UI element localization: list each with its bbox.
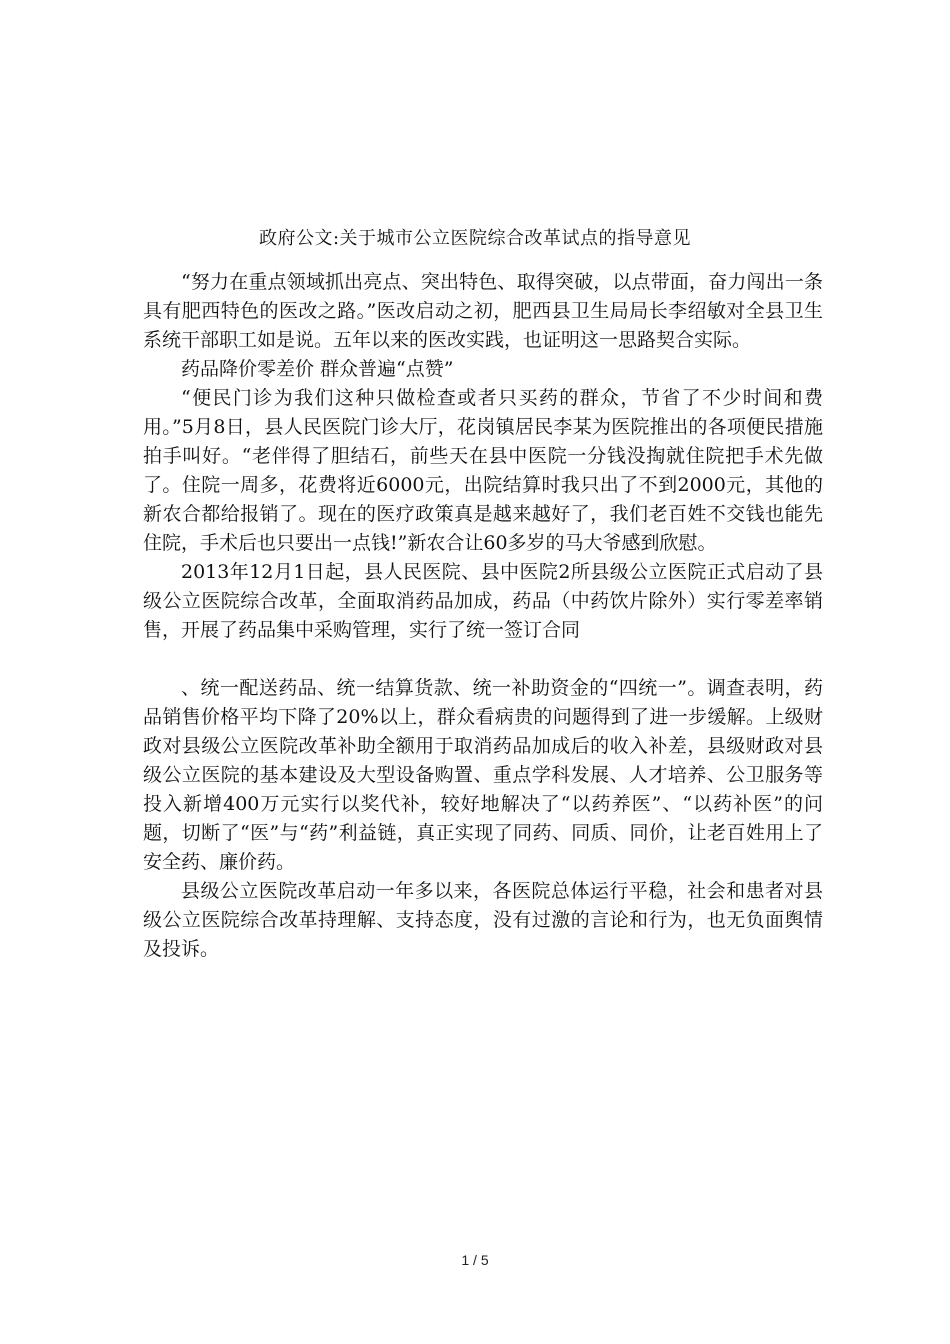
paragraph-gap [143, 645, 823, 674]
document-body [143, 268, 823, 964]
paragraph-intro: “努力在重点领域抓出亮点、突出特色、取得突破，以点带面，奋力闯出一条具有肥西特色的医改之路。”医改启动之初，肥西县卫生局局长李绍敏对全县卫生系统干部职工如是说。五年以来的医改实践，也证明这一思路契合实际。 [143, 271, 823, 351]
paragraph-summary: 县级公立医院改革启动一年多以来，各医院总体运行平稳，社会和患者对县级公立医院综合改革持理解、支持态度，没有过激的言论和行为，也无负面舆情及投诉。 [143, 880, 823, 960]
paragraph-interview: “便民门诊为我们这种只做检查或者只买药的群众，节省了不少时间和费用。”5月8日，县人民医院门诊大厅，花岗镇居民李某为医院推出的各项便民措施拍手叫好。“老伴得了胆结石，前些天在县中医院一分钱没掏就住院把手术先做了。住院一周多，花费将近6000元，出院结算时我只出了不到2000元，其他的新农合都给报销了。现在的医疗政策真是越来越好了，我们老百姓不交钱也能先住院，手术后也只要出一点钱!”新农合让60多岁的马大爷感到欣慰。 [143, 387, 823, 554]
paragraph-reform-start: 2013年12月1日起，县人民医院、县中医院2所县级公立医院正式启动了县级公立医院综合改革，全面取消药品加成，药品（中药饮片除外）实行零差率销售，开展了药品集中采购管理，实行了统一签订合同 [143, 561, 823, 641]
paragraph-four-unified: 、统一配送药品、统一结算货款、统一补助资金的“四统一”。调查表明，药品销售价格平均下降了20%以上，群众看病贵的问题得到了进一步缓解。上级财政对县级公立医院改革补助全额用于取消药品加成后的收入补差，县级财政对县级公立医院的基本建设及大型设备购置、重点学科发展、人才培养、公卫服务等投入新增400万元实行以奖代补，较好地解决了“以药养医”、“以药补医”的问题，切断了“医”与“药”利益链，真正实现了同药、同质、同价，让老百姓用上了安全药、廉价药。 [143, 677, 823, 873]
page-number: 1 / 5 [461, 1252, 489, 1268]
section-heading: 药品降价零差价 群众普遍“点赞” [181, 358, 454, 380]
document-title: 政府公文:关于城市公立医院综合改革试点的指导意见 [258, 228, 692, 249]
